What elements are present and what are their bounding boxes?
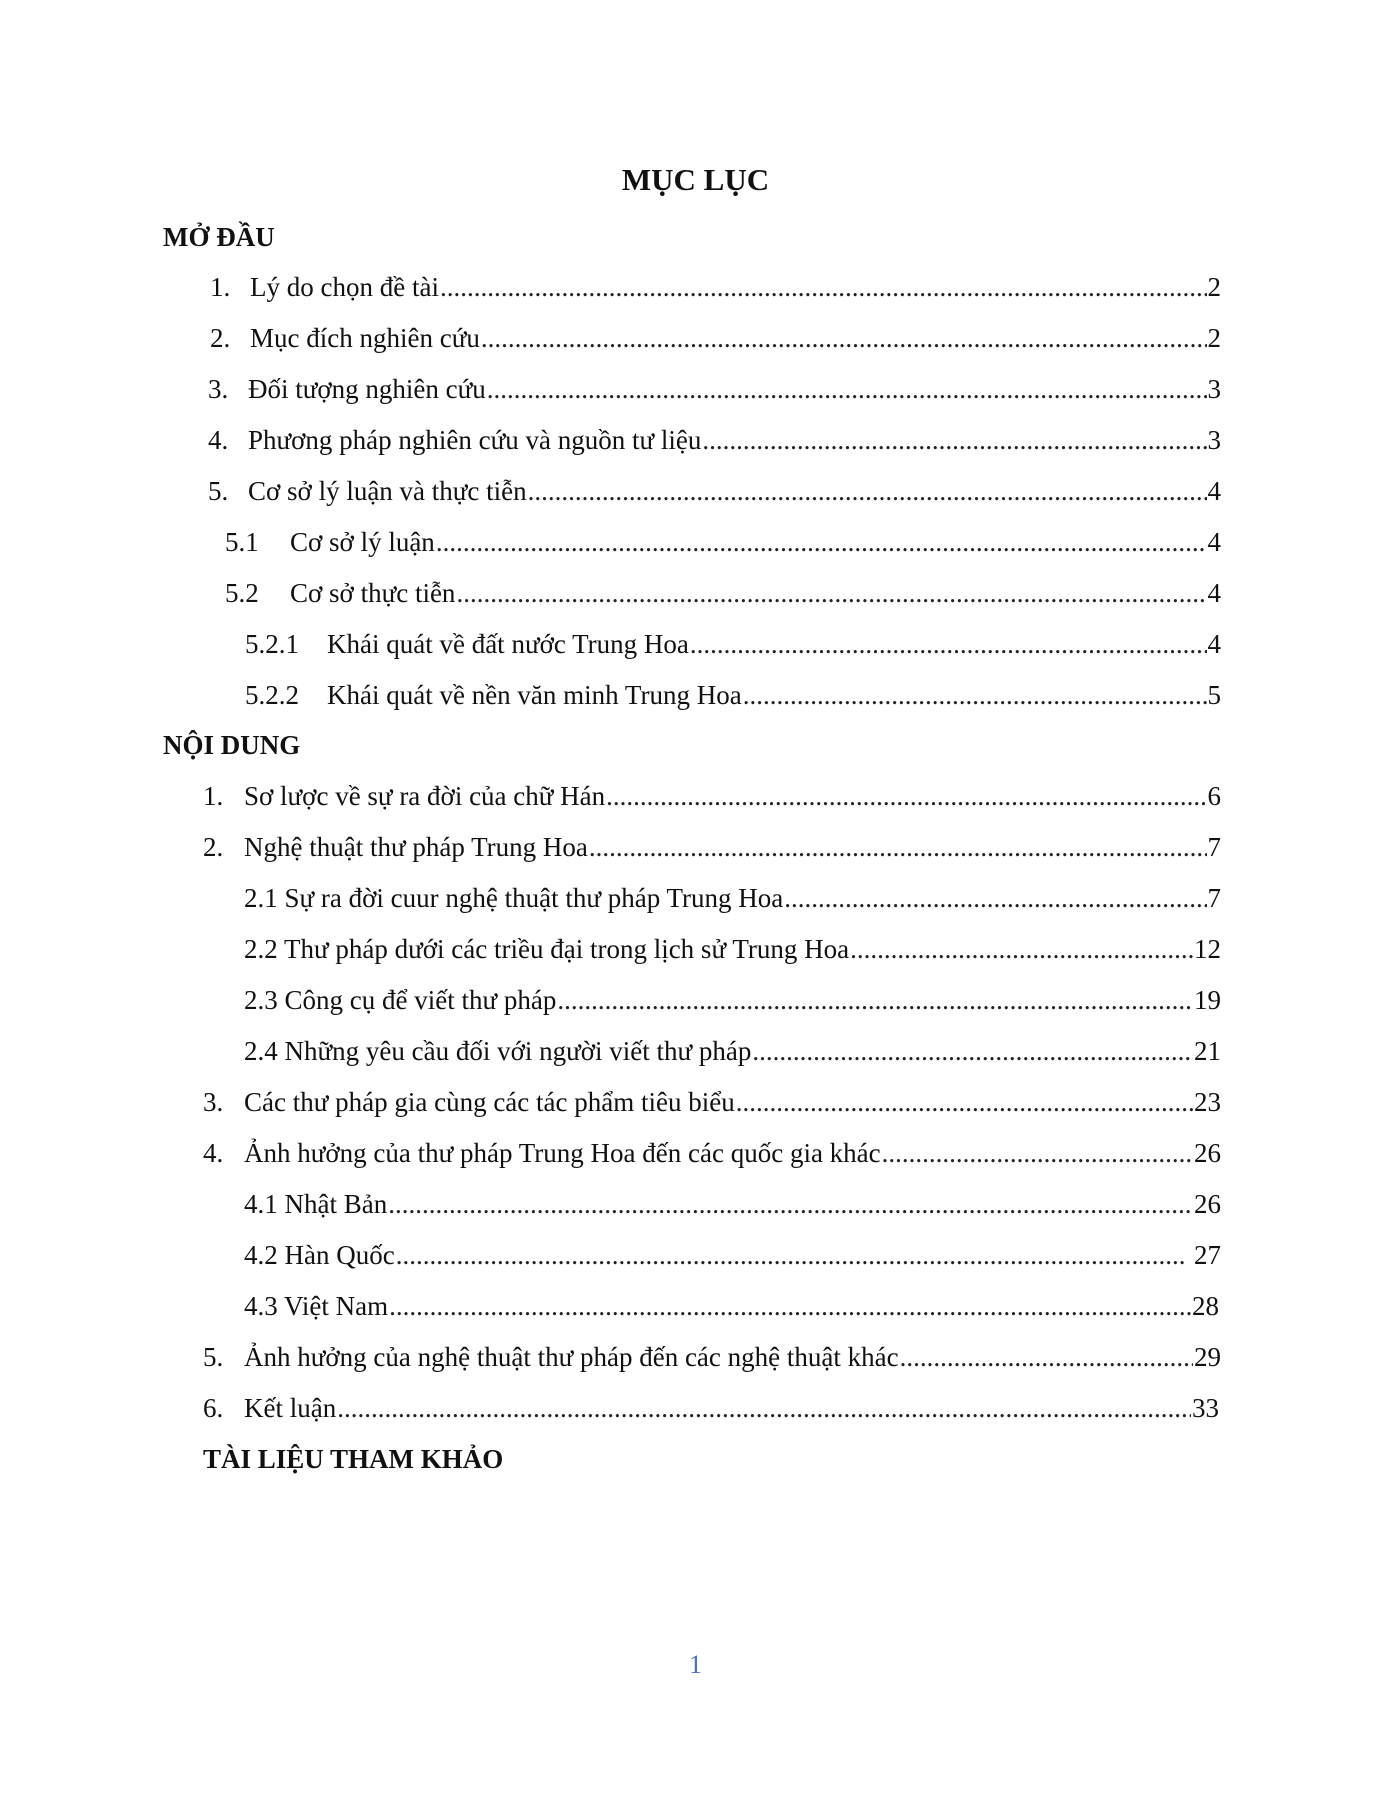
toc-leader-dots <box>752 1034 1193 1068</box>
toc-entry-page: 23 <box>1194 1087 1221 1117</box>
toc-entry-text: 4.2 Hàn Quốc <box>244 1240 395 1270</box>
toc-entry-page: 33 <box>1192 1393 1219 1423</box>
toc-entry-number: 5. <box>203 1342 224 1372</box>
toc-entry[interactable] <box>0 270 1391 304</box>
toc-entry-text: Đối tượng nghiên cứu <box>248 374 486 404</box>
toc-entry-text: Ảnh hưởng của thư pháp Trung Hoa đến các quốc gia khác <box>244 1138 881 1168</box>
toc-entry-text: Nghệ thuật thư pháp Trung Hoa <box>244 832 588 862</box>
toc-entry[interactable] <box>0 1187 1391 1221</box>
toc-leader-dots <box>743 678 1207 712</box>
toc-entry-text: Các thư pháp gia cùng các tác phẩm tiêu biểu <box>244 1087 735 1117</box>
toc-entry-text: 2.2 Thư pháp dưới các triều đại trong lịch sử Trung Hoa <box>244 934 850 964</box>
toc-leader-dots <box>436 525 1207 559</box>
toc-entry[interactable] <box>0 678 1391 712</box>
toc-leader-dots <box>389 1289 1191 1323</box>
toc-entry[interactable] <box>0 1085 1391 1119</box>
toc-entry[interactable] <box>0 779 1391 813</box>
toc-leader-dots <box>456 576 1206 610</box>
toc-entry-text: Khái quát về đất nước Trung Hoa <box>327 629 689 659</box>
toc-entry-number: 1. <box>210 272 231 302</box>
toc-entry-number: 4. <box>203 1138 224 1168</box>
toc-leader-dots <box>736 1085 1193 1119</box>
toc-entry-page: 4 <box>1207 578 1221 608</box>
toc-leader-dots <box>337 1391 1191 1425</box>
toc-entry-page: 12 <box>1194 934 1221 964</box>
section-heading-content: NỘI DUNG <box>163 730 301 760</box>
toc-entry-text: Sơ lược về sự ra đời của chữ Hán <box>244 781 606 811</box>
toc-entry-text: Ảnh hưởng của nghệ thuật thư pháp đến các nghệ thuật khác <box>244 1342 899 1372</box>
toc-title: MỤC LỤC <box>621 162 770 197</box>
toc-entry-text: 4.1 Nhật Bản <box>244 1189 388 1219</box>
toc-entry[interactable] <box>0 1034 1391 1068</box>
toc-entry-text: Cơ sở lý luận và thực tiễn <box>248 476 527 506</box>
toc-entry[interactable] <box>0 830 1391 864</box>
toc-entry[interactable] <box>0 983 1391 1017</box>
toc-entry[interactable] <box>0 474 1391 508</box>
toc-entry-page: 7 <box>1207 832 1221 862</box>
toc-entry-number: 6. <box>203 1393 224 1423</box>
toc-entry-number: 5.1 <box>225 527 259 557</box>
toc-entry-page: 27 <box>1187 1240 1221 1270</box>
toc-entry-page: 7 <box>1207 883 1221 913</box>
toc-leader-dots <box>481 321 1207 355</box>
toc-entry-text: Cơ sở lý luận <box>290 527 435 557</box>
toc-entry-number: 5.2.1 <box>245 629 299 659</box>
toc-entry[interactable] <box>0 1391 1391 1425</box>
toc-entry-page: 19 <box>1194 985 1221 1015</box>
toc-entry[interactable] <box>0 1340 1391 1374</box>
toc-entry[interactable] <box>0 423 1391 457</box>
toc-entry[interactable] <box>0 881 1391 915</box>
toc-entry-number: 2. <box>210 323 231 353</box>
toc-entry-number: 3. <box>208 374 229 404</box>
toc-entry-text: 2.4 Những yêu cầu đối với người viết thư pháp <box>244 1036 752 1066</box>
toc-leader-dots <box>690 627 1207 661</box>
toc-entry-text: Kết luận <box>244 1393 337 1423</box>
toc-entry-text: Cơ sở thực tiễn <box>290 578 456 608</box>
toc-entry-number: 5. <box>208 476 229 506</box>
toc-entry-page: 5 <box>1207 680 1221 710</box>
toc-leader-dots <box>440 270 1207 304</box>
toc-leader-dots <box>702 423 1206 457</box>
toc-entry-number: 1. <box>203 781 224 811</box>
toc-entry-number: 5.2.2 <box>245 680 299 710</box>
toc-entry-page: 3 <box>1207 425 1221 455</box>
toc-entry[interactable] <box>0 525 1391 559</box>
toc-entry-text: 2.1 Sự ra đời cuur nghệ thuật thư pháp Trung Hoa <box>244 883 784 913</box>
toc-entry-text: Lý do chọn đề tài <box>250 272 439 302</box>
toc-entry-text: Khái quát về nền văn minh Trung Hoa <box>327 680 742 710</box>
toc-entry[interactable] <box>0 627 1391 661</box>
toc-entry-page: 2 <box>1207 272 1221 302</box>
toc-leader-dots <box>557 983 1193 1017</box>
toc-entry-number: 5.2 <box>225 578 259 608</box>
toc-leader-dots <box>388 1187 1193 1221</box>
toc-entry-number: 2. <box>203 832 224 862</box>
toc-entry[interactable] <box>0 932 1391 966</box>
toc-entry[interactable] <box>0 1238 1391 1272</box>
toc-leader-dots <box>528 474 1207 508</box>
toc-entry-page: 28 <box>1192 1291 1219 1321</box>
toc-entry-text: Mục đích nghiên cứu <box>250 323 480 353</box>
toc-entry-text: 2.3 Công cụ để viết thư pháp <box>244 985 557 1015</box>
toc-entry-page: 26 <box>1194 1138 1221 1168</box>
toc-leader-dots <box>784 881 1206 915</box>
page-number: 1 <box>689 1650 702 1679</box>
toc-leader-dots <box>900 1340 1193 1374</box>
toc-leader-dots <box>487 372 1207 406</box>
toc-entry-page: 4 <box>1207 629 1221 659</box>
toc-entry-page: 4 <box>1207 527 1221 557</box>
toc-leader-dots <box>396 1238 1187 1272</box>
toc-leader-dots <box>850 932 1193 966</box>
toc-entry-page: 3 <box>1207 374 1221 404</box>
section-heading-intro: MỞ ĐẦU <box>163 222 275 252</box>
toc-entry[interactable] <box>0 321 1391 355</box>
toc-leader-dots <box>589 830 1207 864</box>
toc-entry-page: 26 <box>1194 1189 1221 1219</box>
toc-entry[interactable] <box>0 372 1391 406</box>
toc-entry[interactable] <box>0 1289 1391 1323</box>
toc-leader-dots <box>882 1136 1193 1170</box>
toc-entry-page: 29 <box>1194 1342 1221 1372</box>
toc-entry[interactable] <box>0 1136 1391 1170</box>
toc-entry-page: 6 <box>1207 781 1221 811</box>
toc-entry-page: 4 <box>1207 476 1221 506</box>
toc-entry-text: Phương pháp nghiên cứu và nguồn tư liệu <box>248 425 702 455</box>
toc-entry-number: 3. <box>203 1087 224 1117</box>
toc-entry-page: 21 <box>1194 1036 1221 1066</box>
toc-entry-text: 4.3 Việt Nam <box>244 1291 389 1321</box>
toc-entry-page: 2 <box>1207 323 1221 353</box>
toc-entry-number: 4. <box>208 425 229 455</box>
toc-leader-dots <box>606 779 1206 813</box>
toc-entry[interactable] <box>0 576 1391 610</box>
section-heading-references[interactable]: TÀI LIỆU THAM KHẢO <box>203 1444 504 1474</box>
